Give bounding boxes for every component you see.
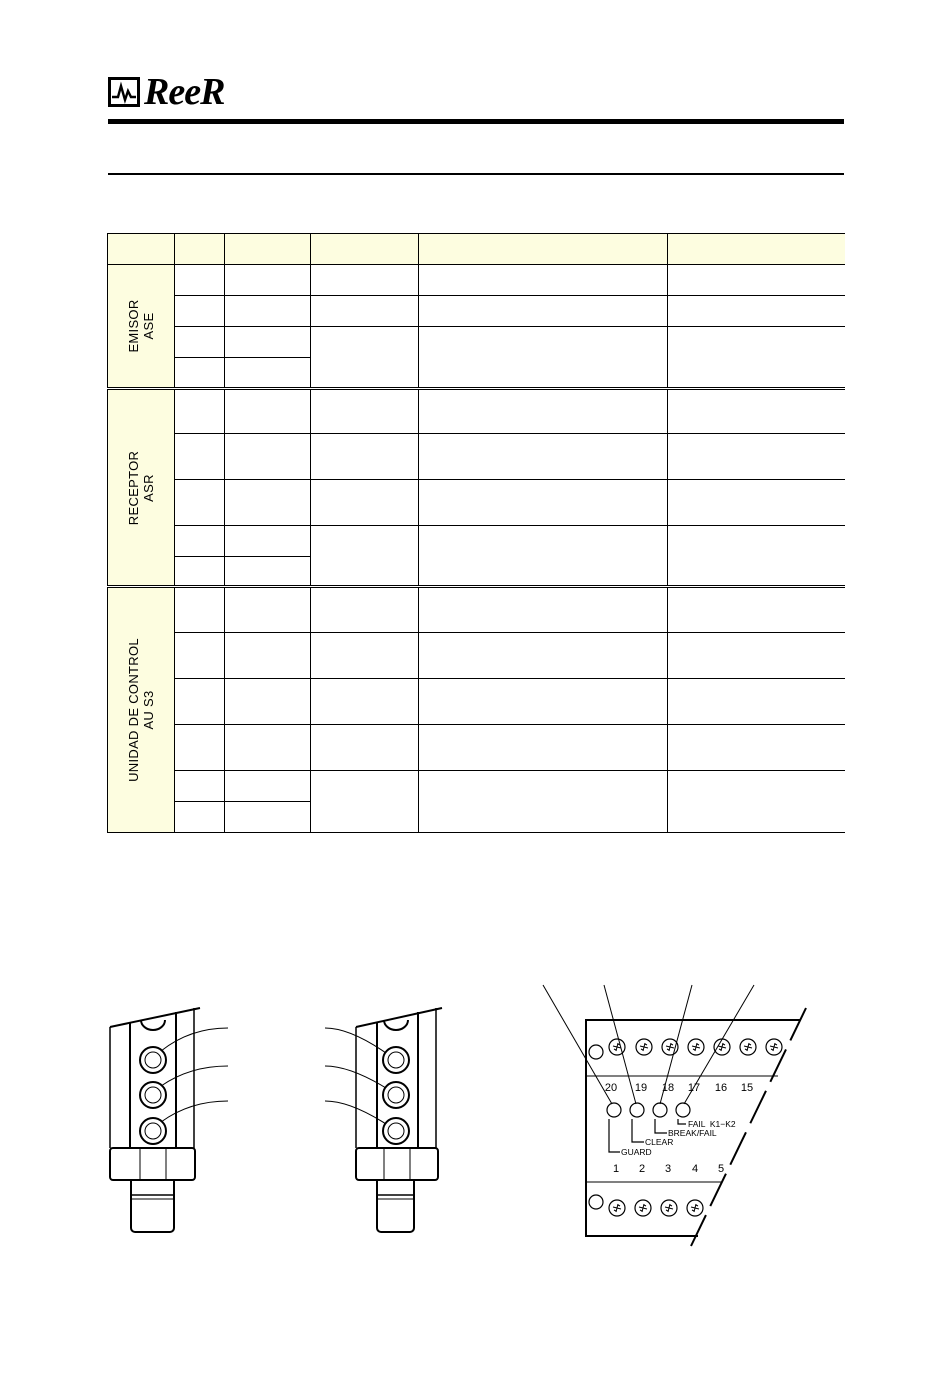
screw-icon (687, 1200, 703, 1216)
table-row (108, 480, 845, 526)
spec-table (107, 233, 845, 833)
group-label-line1: UNIDAD DE CONTROL (126, 638, 141, 782)
logo-text: ReeR (144, 71, 225, 113)
led-label-break-fail: BREAK/FAIL (668, 1128, 717, 1138)
group-label-line1: EMISOR (126, 299, 141, 353)
screw-icon (609, 1200, 625, 1216)
group-cell-emisor (108, 265, 175, 389)
screw-icon (688, 1039, 704, 1055)
logo-icon (108, 77, 140, 107)
table-row (108, 725, 845, 771)
screw-icon (714, 1039, 730, 1055)
table-row (108, 434, 845, 480)
group-cell-receptor (108, 389, 175, 587)
terminal-number: 19 (634, 1082, 648, 1094)
group-label-line2: AU S3 (141, 690, 156, 730)
terminal-screws-bottom (609, 1200, 703, 1216)
terminal-number: 1 (612, 1163, 620, 1175)
group-label-line2: ASE (141, 312, 156, 340)
terminal-number: 3 (664, 1163, 672, 1175)
screw-icon (609, 1039, 625, 1055)
led-label-clear: CLEAR (645, 1137, 674, 1147)
table-row (108, 771, 845, 802)
control-unit-panel (535, 980, 815, 1250)
terminal-number: 17 (687, 1082, 701, 1094)
table-row (108, 679, 845, 725)
table-header-row (108, 234, 845, 265)
terminal-number: 20 (604, 1082, 618, 1094)
led-label-fail-k1k2: FAIL K1−K2 (688, 1119, 736, 1129)
section-rule (108, 173, 844, 175)
terminal-number: 16 (714, 1082, 728, 1094)
emitter-drawing (100, 995, 235, 1245)
table-row (108, 526, 845, 557)
screw-icon (636, 1039, 652, 1055)
group-label-line2: ASR (141, 473, 156, 502)
screw-icon (766, 1039, 782, 1055)
terminal-number: 5 (717, 1163, 725, 1175)
terminal-number: 18 (661, 1082, 675, 1094)
terminal-number: 2 (638, 1163, 646, 1175)
terminal-number: 15 (740, 1082, 754, 1094)
table-row (108, 587, 845, 633)
screw-icon (661, 1200, 677, 1216)
group-label-line1: RECEPTOR (126, 450, 141, 525)
table-row (108, 296, 845, 327)
group-cell-unidad (108, 587, 175, 833)
led-label-guard: GUARD (621, 1147, 652, 1157)
table-row (108, 633, 845, 679)
screw-icon (740, 1039, 756, 1055)
header-rule (108, 119, 844, 124)
terminal-number: 4 (691, 1163, 699, 1175)
receiver-drawing (320, 995, 445, 1245)
table-row (108, 265, 845, 296)
screw-icon (635, 1200, 651, 1216)
table-row (108, 389, 845, 434)
table-row (108, 327, 845, 358)
terminal-screws-top (609, 1039, 782, 1055)
